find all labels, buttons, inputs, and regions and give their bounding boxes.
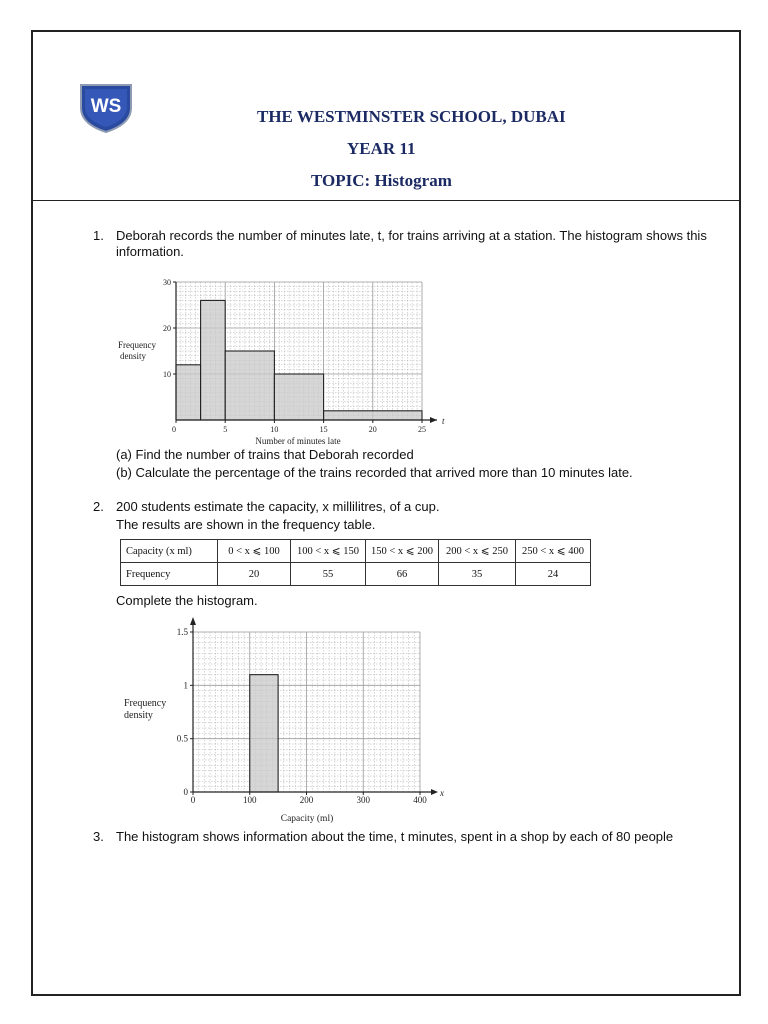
chart2-x-var: x xyxy=(440,788,444,798)
table-header-capacity: Capacity (x ml) xyxy=(121,540,218,563)
table-row-frequency xyxy=(121,563,591,586)
chart2-x-arrow-icon xyxy=(431,789,438,795)
y-tick-label: 1 xyxy=(183,680,188,691)
header-divider xyxy=(31,200,739,201)
question-2-line2: The results are shown in the frequency table. xyxy=(116,517,376,532)
chart1-xlabel: Number of minutes late xyxy=(255,436,341,446)
frequency-table xyxy=(120,539,591,586)
question-1-number: 1. xyxy=(93,228,104,243)
chart2-ylabel-line2: density xyxy=(124,710,153,721)
svg-text:WS: WS xyxy=(90,96,122,117)
x-tick-label: 200 xyxy=(299,795,314,805)
y-tick-label: 20 xyxy=(163,324,171,333)
x-tick-label: 25 xyxy=(418,425,426,434)
table-cell-frequency: 20 xyxy=(218,563,291,586)
x-tick-label: 400 xyxy=(413,795,427,805)
x-tick-label: 20 xyxy=(368,425,377,434)
y-tick-label: 0 xyxy=(183,787,188,797)
y-tick-label: 10 xyxy=(163,370,171,379)
table-cell-frequency: 55 xyxy=(291,563,366,586)
chart2-ylabel-line1: Frequency xyxy=(124,698,167,709)
table-row-capacity xyxy=(121,540,591,563)
table-cell-frequency: 66 xyxy=(366,563,439,586)
y-tick-label: 1.5 xyxy=(176,627,188,637)
table-cell-interval: 200 < x ⩽ 250 xyxy=(438,540,515,563)
histogram-bar xyxy=(324,411,422,420)
x-tick-label: 100 xyxy=(243,795,257,805)
x-tick-label: 0 xyxy=(172,425,176,434)
question-3-number: 3. xyxy=(93,829,104,844)
y-tick-label: 30 xyxy=(163,278,171,287)
histogram-bar xyxy=(176,365,201,420)
table-cell-interval: 150 < x ⩽ 200 xyxy=(366,540,439,563)
question-2-number: 2. xyxy=(93,499,104,514)
chart1-ylabel-line2: density xyxy=(120,351,146,361)
question-1-line2: information. xyxy=(116,244,184,259)
x-tick-label: 10 xyxy=(270,425,279,434)
table-header-frequency: Frequency xyxy=(121,563,218,586)
histogram-bar xyxy=(250,675,278,792)
chart1-x-arrow-icon xyxy=(430,417,437,423)
question-3-text: The histogram shows information about the time, t minutes, spent in a shop by each of 80 people xyxy=(116,829,674,844)
year-label: YEAR 11 xyxy=(347,139,416,158)
chart1-x-var: t xyxy=(442,416,445,426)
histogram-bar xyxy=(274,374,323,420)
x-tick-label: 0 xyxy=(190,795,196,805)
question-1-text xyxy=(116,228,726,260)
chart2-y-arrow-icon xyxy=(190,617,196,625)
question-1-line1: Deborah records the number of minutes late, t, for trains arriving at a station. The histogram shows this xyxy=(116,228,707,243)
chart2-xlabel: Capacity (ml) xyxy=(280,814,334,824)
school-name: THE WESTMINSTER SCHOOL, DUBAI xyxy=(257,107,566,126)
table-cell-interval: 100 < x ⩽ 150 xyxy=(291,540,366,563)
x-tick-label: 15 xyxy=(319,425,328,434)
chart2-bars xyxy=(250,675,278,792)
y-tick-label: 0.5 xyxy=(176,733,188,744)
question-1-part-a: (a) Find the number of trains that Deborah recorded xyxy=(116,447,414,462)
histogram-capacity xyxy=(118,614,458,824)
table-cell-interval: 0 < x ⩽ 100 xyxy=(218,540,291,563)
question-1-part-b: (b) Calculate the percentage of the trains recorded that arrived more than 10 minutes late. xyxy=(116,465,633,480)
chart1-ylabel-line1: Frequency xyxy=(118,340,156,350)
table-cell-frequency: 35 xyxy=(438,563,515,586)
chart2-grid xyxy=(193,632,420,792)
school-logo-shield-icon xyxy=(78,82,134,134)
question-2-line1: 200 students estimate the capacity, x millilitres, of a cup. xyxy=(116,499,440,514)
histogram-bar xyxy=(201,300,226,420)
x-tick-label: 5 xyxy=(223,425,228,434)
table-cell-frequency: 24 xyxy=(515,563,590,586)
histogram-minutes-late xyxy=(112,272,472,452)
topic-title: TOPIC: Histogram xyxy=(311,171,452,190)
table-cell-interval: 250 < x ⩽ 400 xyxy=(515,540,590,563)
histogram-bar xyxy=(225,351,274,420)
question-2-instruction: Complete the histogram. xyxy=(116,593,258,608)
x-tick-label: 300 xyxy=(356,795,370,805)
